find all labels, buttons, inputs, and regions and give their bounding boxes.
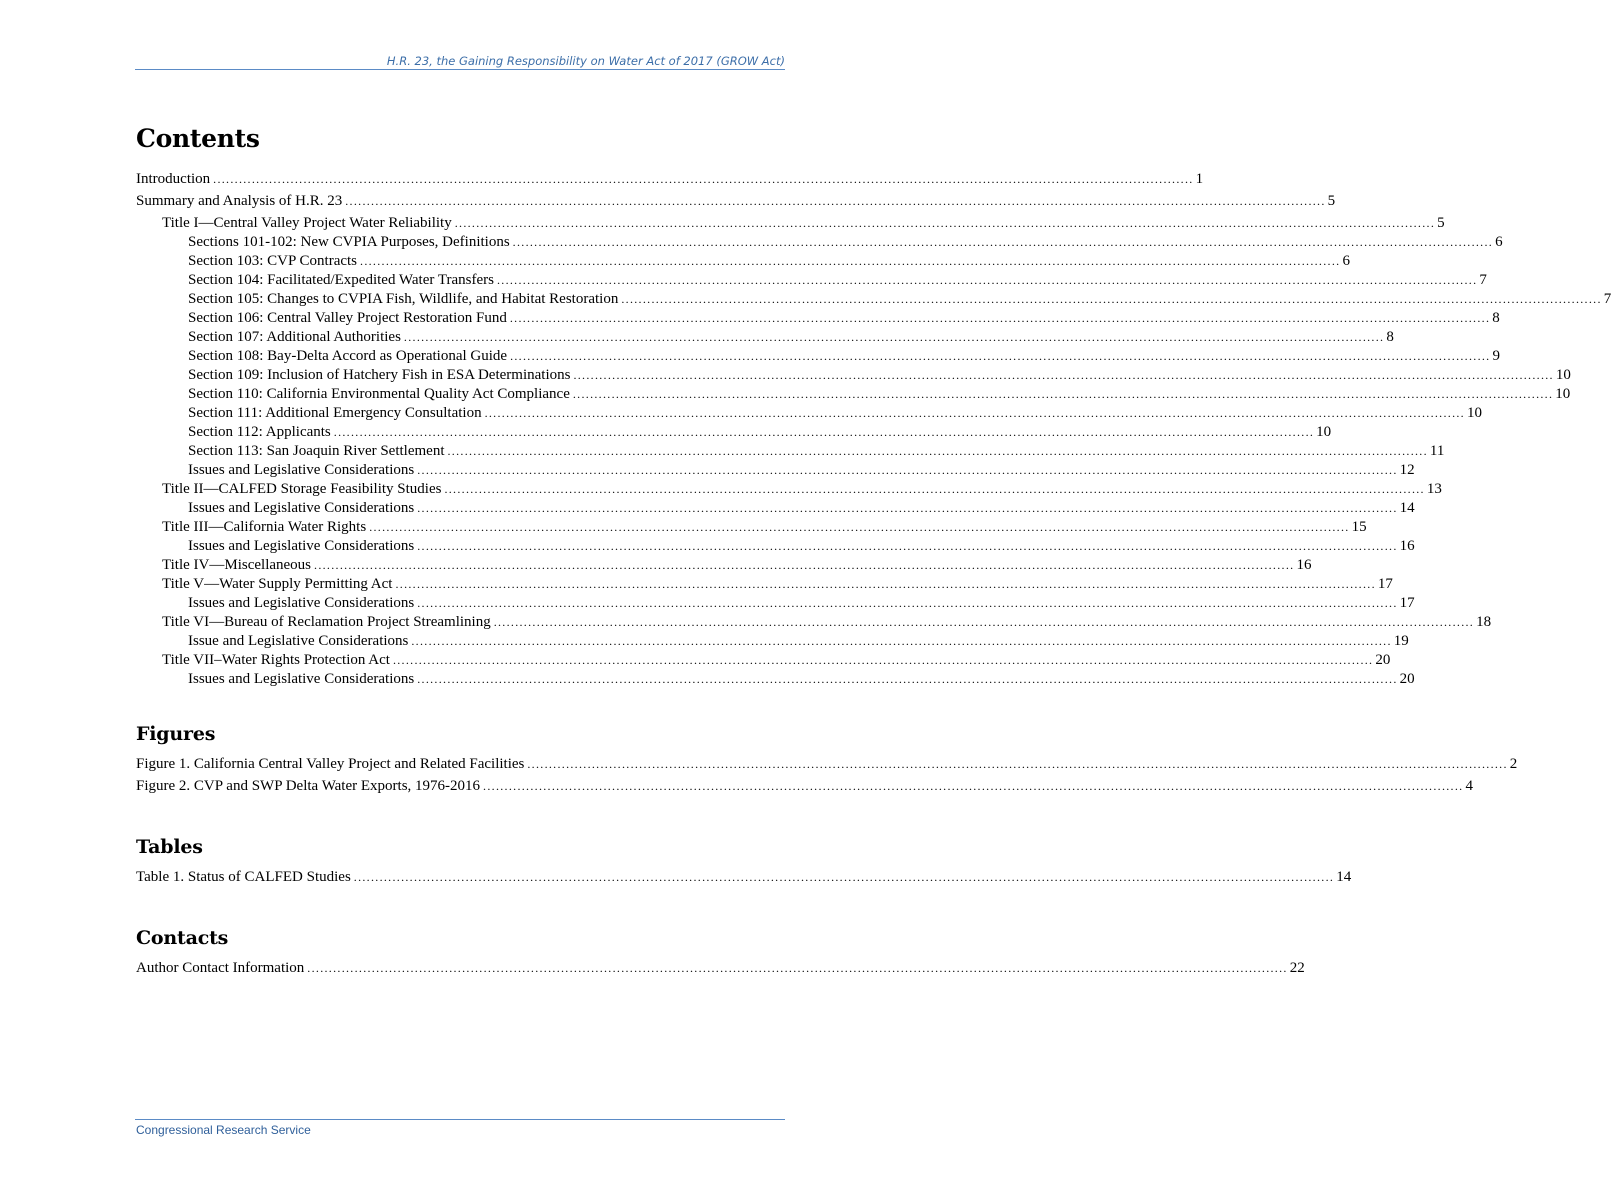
toc-entry-page: 14	[1336, 869, 1352, 885]
toc-entry-page: 18	[1476, 614, 1492, 630]
footer-publisher: Congressional Research Service	[136, 1123, 311, 1137]
figures-list	[136, 755, 1518, 796]
toc-entry-label: Section 104: Facilitated/Expedited Water Transfers	[188, 272, 494, 288]
toc-entry-section-107[interactable]	[136, 328, 1394, 347]
toc-entry-author-contact[interactable]	[136, 959, 1305, 978]
toc-entry-label: Title II—CALFED Storage Feasibility Studies	[162, 481, 442, 497]
contacts-list	[136, 959, 1305, 978]
toc-entry-label: Section 108: Bay-Delta Accord as Operational Guide	[188, 348, 508, 364]
toc-entry-page: 8	[1492, 310, 1500, 326]
footer-rule	[135, 1119, 785, 1120]
contacts-section	[136, 927, 1305, 978]
tables-heading: Tables	[136, 836, 203, 858]
dot-leader: ....................................................................................................................................................................................................................................	[395, 577, 1376, 591]
contents-list	[136, 170, 1611, 689]
toc-entry-title-i[interactable]	[136, 214, 1445, 233]
toc-entry-label: Issues and Legislative Considerations	[188, 538, 415, 554]
figures-section	[136, 723, 1518, 796]
toc-entry-label: Issue and Legislative Considerations	[188, 633, 409, 649]
toc-entry-label: Figure 2. CVP and SWP Delta Water Exports, 1976-2016	[136, 778, 481, 794]
dot-leader: ....................................................................................................................................................................................................................................	[496, 273, 1478, 287]
toc-entry-label: Author Contact Information	[136, 960, 305, 976]
dot-leader: ....................................................................................................................................................................................................................................	[417, 672, 1398, 686]
dot-leader: ....................................................................................................................................................................................................................................	[512, 235, 1494, 249]
toc-entry-title-ii[interactable]	[136, 480, 1442, 499]
toc-entry-label: Section 110: California Environmental Quality Act Compliance	[188, 386, 570, 402]
dot-leader: ....................................................................................................................................................................................................................................	[403, 330, 1385, 344]
toc-entry-label: Title V—Water Supply Permitting Act	[162, 576, 393, 592]
dot-leader: ....................................................................................................................................................................................................................................	[307, 961, 1288, 975]
toc-entry-page: 17	[1377, 576, 1393, 592]
toc-entry-page: 5	[1327, 193, 1336, 209]
toc-entry-figure-2[interactable]	[136, 777, 1473, 796]
toc-entry-page: 7	[1603, 291, 1611, 307]
toc-entry-page: 1	[1195, 171, 1204, 187]
dot-leader: ....................................................................................................................................................................................................................................	[484, 406, 1465, 420]
toc-entry-label: Section 105: Changes to CVPIA Fish, Wildlife, and Habitat Restoration	[188, 291, 619, 307]
dot-leader: ....................................................................................................................................................................................................................................	[411, 634, 1392, 648]
toc-entry-title-vi-issues[interactable]	[136, 632, 1409, 651]
dot-leader: ....................................................................................................................................................................................................................................	[573, 368, 1554, 382]
toc-entry-page: 10	[1316, 424, 1332, 440]
dot-leader: ....................................................................................................................................................................................................................................	[333, 425, 1315, 439]
toc-entry-section-111[interactable]	[136, 404, 1482, 423]
dot-leader: ....................................................................................................................................................................................................................................	[417, 539, 1398, 553]
dot-leader: ....................................................................................................................................................................................................................................	[483, 779, 1464, 793]
toc-entry-page: 12	[1399, 462, 1415, 478]
toc-entry-title-vi[interactable]	[136, 613, 1492, 632]
dot-leader: ....................................................................................................................................................................................................................................	[314, 558, 1295, 572]
dot-leader: ....................................................................................................................................................................................................................................	[510, 349, 1491, 363]
toc-page-body	[136, 124, 1611, 978]
toc-entry-section-112[interactable]	[136, 423, 1332, 442]
dot-leader: ....................................................................................................................................................................................................................................	[369, 520, 1350, 534]
toc-entry-page: 10	[1555, 367, 1571, 383]
toc-entry-label: Title VI—Bureau of Reclamation Project Streamlining	[162, 614, 491, 630]
toc-entry-title-i-issues[interactable]	[136, 461, 1415, 480]
toc-entry-page: 10	[1555, 386, 1571, 402]
dot-leader: ....................................................................................................................................................................................................................................	[360, 254, 1341, 268]
dot-leader: ....................................................................................................................................................................................................................................	[353, 870, 1335, 884]
toc-entry-table-1[interactable]	[136, 868, 1352, 887]
toc-entry-figure-1[interactable]	[136, 755, 1518, 774]
dot-leader: ....................................................................................................................................................................................................................................	[345, 194, 1326, 208]
toc-entry-label: Section 106: Central Valley Project Restoration Fund	[188, 310, 507, 326]
dot-leader: ....................................................................................................................................................................................................................................	[417, 463, 1398, 477]
toc-entry-label: Title VII–Water Rights Protection Act	[162, 652, 390, 668]
toc-entry-label: Title III—California Water Rights	[162, 519, 367, 535]
toc-entry-label: Title I—Central Valley Project Water Reliability	[162, 215, 452, 231]
toc-entry-page: 20	[1375, 652, 1391, 668]
toc-entry-section-109[interactable]	[136, 366, 1571, 385]
toc-entry-introduction[interactable]	[136, 170, 1204, 189]
toc-entry-title-v-issues[interactable]	[136, 594, 1415, 613]
dot-leader: ....................................................................................................................................................................................................................................	[213, 172, 1194, 186]
toc-entry-page: 19	[1393, 633, 1409, 649]
toc-entry-label: Title IV—Miscellaneous	[162, 557, 312, 573]
toc-entry-page: 14	[1399, 500, 1415, 516]
dot-leader: ....................................................................................................................................................................................................................................	[444, 482, 1425, 496]
toc-entry-page: 11	[1429, 443, 1445, 459]
toc-entry-section-110[interactable]	[136, 385, 1571, 404]
toc-entry-page: 13	[1426, 481, 1442, 497]
dot-leader: ....................................................................................................................................................................................................................................	[509, 311, 1491, 325]
toc-entry-label: Table 1. Status of CALFED Studies	[136, 869, 351, 885]
toc-entry-page: 8	[1386, 329, 1394, 345]
toc-entry-title-iv[interactable]	[136, 556, 1312, 575]
toc-entry-page: 16	[1399, 538, 1415, 554]
toc-entry-label: Issues and Legislative Considerations	[188, 500, 415, 516]
toc-entry-label: Section 113: San Joaquin River Settlement	[188, 443, 445, 459]
dot-leader: ....................................................................................................................................................................................................................................	[417, 501, 1398, 515]
toc-entry-label: Section 103: CVP Contracts	[188, 253, 358, 269]
toc-entry-label: Issues and Legislative Considerations	[188, 671, 415, 687]
figures-heading: Figures	[136, 723, 216, 745]
running-header-title: H.R. 23, the Gaining Responsibility on Water Act of 2017 (GROW Act)	[386, 54, 785, 68]
dot-leader: ....................................................................................................................................................................................................................................	[454, 216, 1436, 230]
toc-entry-section-105[interactable]	[136, 290, 1611, 309]
toc-entry-page: 7	[1479, 272, 1487, 288]
toc-entry-page: 2	[1509, 756, 1518, 772]
toc-entry-summary-analysis[interactable]	[136, 192, 1336, 211]
toc-entry-label: Section 112: Applicants	[188, 424, 331, 440]
toc-entry-page: 10	[1466, 405, 1482, 421]
dot-leader: ....................................................................................................................................................................................................................................	[527, 757, 1508, 771]
toc-entry-title-iii[interactable]	[136, 518, 1367, 537]
dot-leader: ....................................................................................................................................................................................................................................	[621, 292, 1602, 306]
dot-leader: ....................................................................................................................................................................................................................................	[572, 387, 1554, 401]
toc-entry-page: 22	[1289, 960, 1305, 976]
toc-entry-page: 15	[1351, 519, 1367, 535]
toc-entry-page: 4	[1465, 778, 1473, 794]
dot-leader: ....................................................................................................................................................................................................................................	[447, 444, 1428, 458]
toc-entry-section-113[interactable]	[136, 442, 1445, 461]
toc-entry-label: Introduction	[136, 171, 211, 187]
toc-entry-label: Section 111: Additional Emergency Consultation	[188, 405, 482, 421]
toc-entry-label: Section 107: Additional Authorities	[188, 329, 401, 345]
contents-heading: Contents	[136, 124, 260, 153]
toc-entry-title-iii-issues[interactable]	[136, 537, 1415, 556]
toc-entry-label: Sections 101-102: New CVPIA Purposes, Definitions	[188, 234, 510, 250]
dot-leader: ....................................................................................................................................................................................................................................	[493, 615, 1475, 629]
contacts-heading: Contacts	[136, 927, 229, 949]
dot-leader: ....................................................................................................................................................................................................................................	[417, 596, 1398, 610]
toc-entry-title-vii[interactable]	[136, 651, 1391, 670]
tables-list	[136, 868, 1352, 887]
toc-entry-label: Figure 1. California Central Valley Project and Related Facilities	[136, 756, 525, 772]
toc-entry-section-108[interactable]	[136, 347, 1500, 366]
toc-entry-title-ii-issues[interactable]	[136, 499, 1415, 518]
toc-entry-page: 6	[1495, 234, 1503, 250]
header-rule	[135, 69, 785, 70]
toc-entry-label: Summary and Analysis of H.R. 23	[136, 193, 343, 209]
toc-entry-page: 5	[1437, 215, 1445, 231]
toc-entry-label: Issues and Legislative Considerations	[188, 462, 415, 478]
toc-entry-section-106[interactable]	[136, 309, 1500, 328]
toc-entry-page: 17	[1399, 595, 1415, 611]
toc-entry-label: Issues and Legislative Considerations	[188, 595, 415, 611]
toc-entry-section-104[interactable]	[136, 271, 1487, 290]
toc-entry-label: Section 109: Inclusion of Hatchery Fish in ESA Determinations	[188, 367, 571, 383]
toc-entry-page: 20	[1399, 671, 1415, 687]
dot-leader: ....................................................................................................................................................................................................................................	[392, 653, 1374, 667]
toc-entry-page: 6	[1342, 253, 1350, 269]
toc-entry-page: 9	[1492, 348, 1500, 364]
toc-entry-title-vii-issues[interactable]	[136, 670, 1415, 689]
toc-entry-title-v[interactable]	[136, 575, 1393, 594]
toc-entry-sections-101-102[interactable]	[136, 233, 1503, 252]
toc-entry-page: 16	[1296, 557, 1312, 573]
toc-entry-section-103[interactable]	[136, 252, 1350, 271]
tables-section	[136, 836, 1352, 887]
